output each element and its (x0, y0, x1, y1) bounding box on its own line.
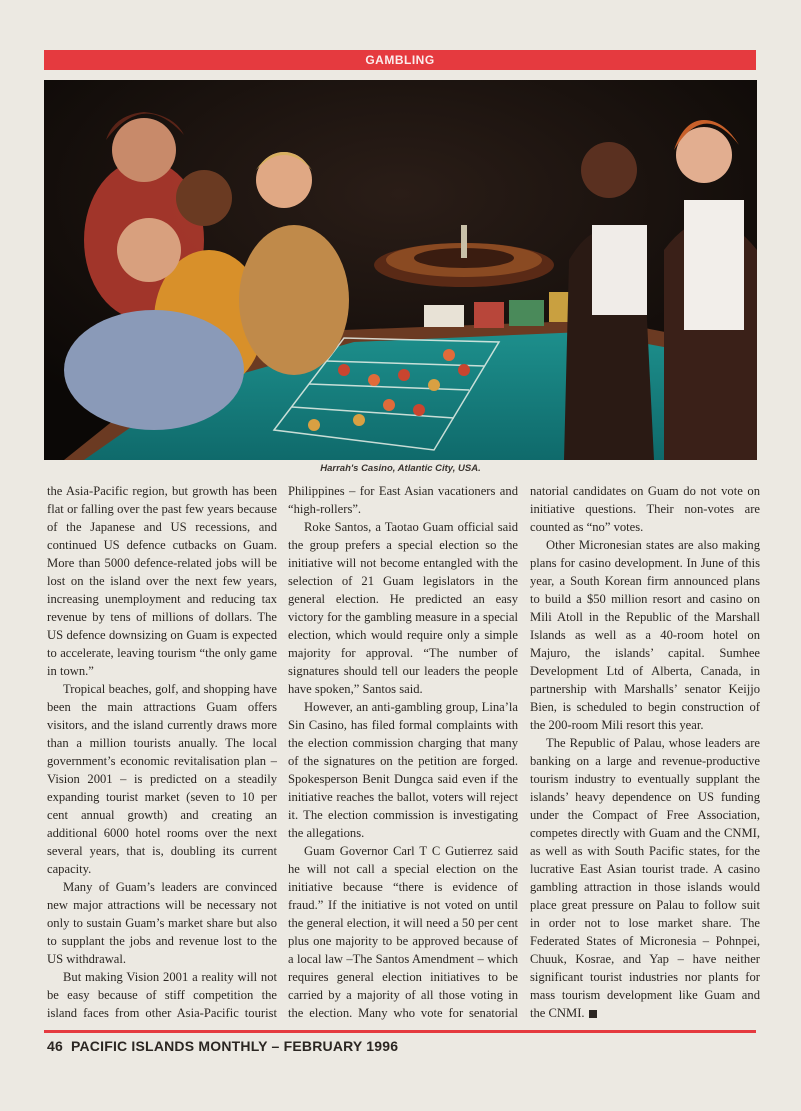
section-title: GAMBLING (365, 53, 435, 67)
paragraph: Many of Guam’s leaders are convinced new major attractions will be necessary not only to sustain Guam’s market share but also to supplant the jobs and revenue lost to the US withdrawal. (47, 880, 277, 966)
article-column-2 (288, 482, 518, 1022)
paragraph: But making Vision 2001 a reality will not be easy because of stiff competition the island faces from other Asia-Pacific tourist (47, 970, 277, 1020)
footer-rule (44, 1030, 756, 1033)
paragraph: Other Micronesian states are also making plans for casino development. In June of this year, a South Korean firm announced plans to build a $50 million resort and casino on Mili Atoll in the Republic of the Marshall Islands as well as a 40-room hotel on Majuro, the islands’ capital. Sumhee Development Ltd of Alberta, Canada, in partnership with Marshalls’ senator Keijjo Bien, is scheduled to begin construction of the 200-room Mili resort this year. (530, 538, 760, 732)
article-column-3 (530, 482, 760, 1022)
paragraph: the Asia-Pacific region, but growth has been flat or falling over the past few years because of the Japanese and US recessions, and continued US defence cutbacks on Guam. More than 5000 defence-related jobs will be lost on the island over the next few years, increasing unemployment and reducing tax revenue by tens of millions of dollars. The US defence downsizing on Guam is expected to accelerate, leaving tourism “the only game in town.” (47, 484, 277, 678)
end-of-article-mark (589, 1010, 597, 1018)
section-banner (44, 50, 756, 70)
paragraph-text: The Republic of Palau, whose leaders are banking on a large and revenue-productive tourism industry to eventually supplant the islands’ heavy dependence on US funding under the Compact of Free Association, competes directly with Guam and the CNMI, as well as with South Pacific states, for the lucrative East Asian tourist trade. A casino gambling attraction in those islands would place great pressure on Palau to follow suit in order not to lose market share. The Federated States of Micronesia – Pohnpei, Chuuk, Kosrae, and Yap – have neither significant tourist industries nor plants for mass tourism development like Guam and the CNMI. (530, 736, 760, 1020)
page-footer (47, 1038, 398, 1054)
paragraph (530, 734, 760, 1022)
paragraph: However, an anti-gambling group, Lina’la Sin Casino, has filed formal complaints with the election commission charging that many of the signatures on the petition are forged. Spokesperson Benit Dungca said even if the initiative reaches the ballot, voters will reject it. The election commission is investigating the allegations. (288, 700, 518, 840)
paragraph: Tropical beaches, golf, and shopping have been the main attractions Guam offers visitors, and the island currently draws more than a million tourists anually. The local government’s economic revitalisation plan – Vision 2001 – is predicted on a steadily expanding tourist market (seven to 10 per cent annual growth) and creating an additional 6000 hotel rooms over the next several years, that is, doubling its current capacity. (47, 682, 277, 876)
paragraph: Roke Santos, a Taotao Guam official said the group prefers a special election so the initiative will not become entangled with the selection of 21 Guam legislators in the general election. He predicted an easy victory for the gambling measure in a special election, which would require only a simple majority for approval. “The number of signatures should tell our leaders the people have spoken,” Santos said. (288, 520, 518, 696)
photo-caption: Harrah's Casino, Atlantic City, USA. (320, 463, 481, 474)
casino-photo (44, 80, 757, 460)
article-column-1 (47, 482, 277, 1022)
page-number: 46 (47, 1038, 63, 1054)
paragraph: natorial candidates on Guam do not vote on initiative questions. Their non-votes are counted as “no” votes. (530, 484, 760, 534)
paragraph: Philippines – for East Asian vacationers and “high-rollers”. (288, 484, 518, 516)
publication-name: PACIFIC ISLANDS MONTHLY – FEBRUARY 1996 (70, 1038, 399, 1054)
paragraph: Guam Governor Carl T C Gutierrez said he will not call a special election on the initiative because “there is evidence of fraud.” If the initiative is not voted on until the general election, it will need a 50 per cent plus one majority to be approved because of a local law –The Santos Amendment – which requires general election initiatives to be carried by a majority of all those voting in the election. Many who vote for senatorial (288, 844, 518, 1020)
